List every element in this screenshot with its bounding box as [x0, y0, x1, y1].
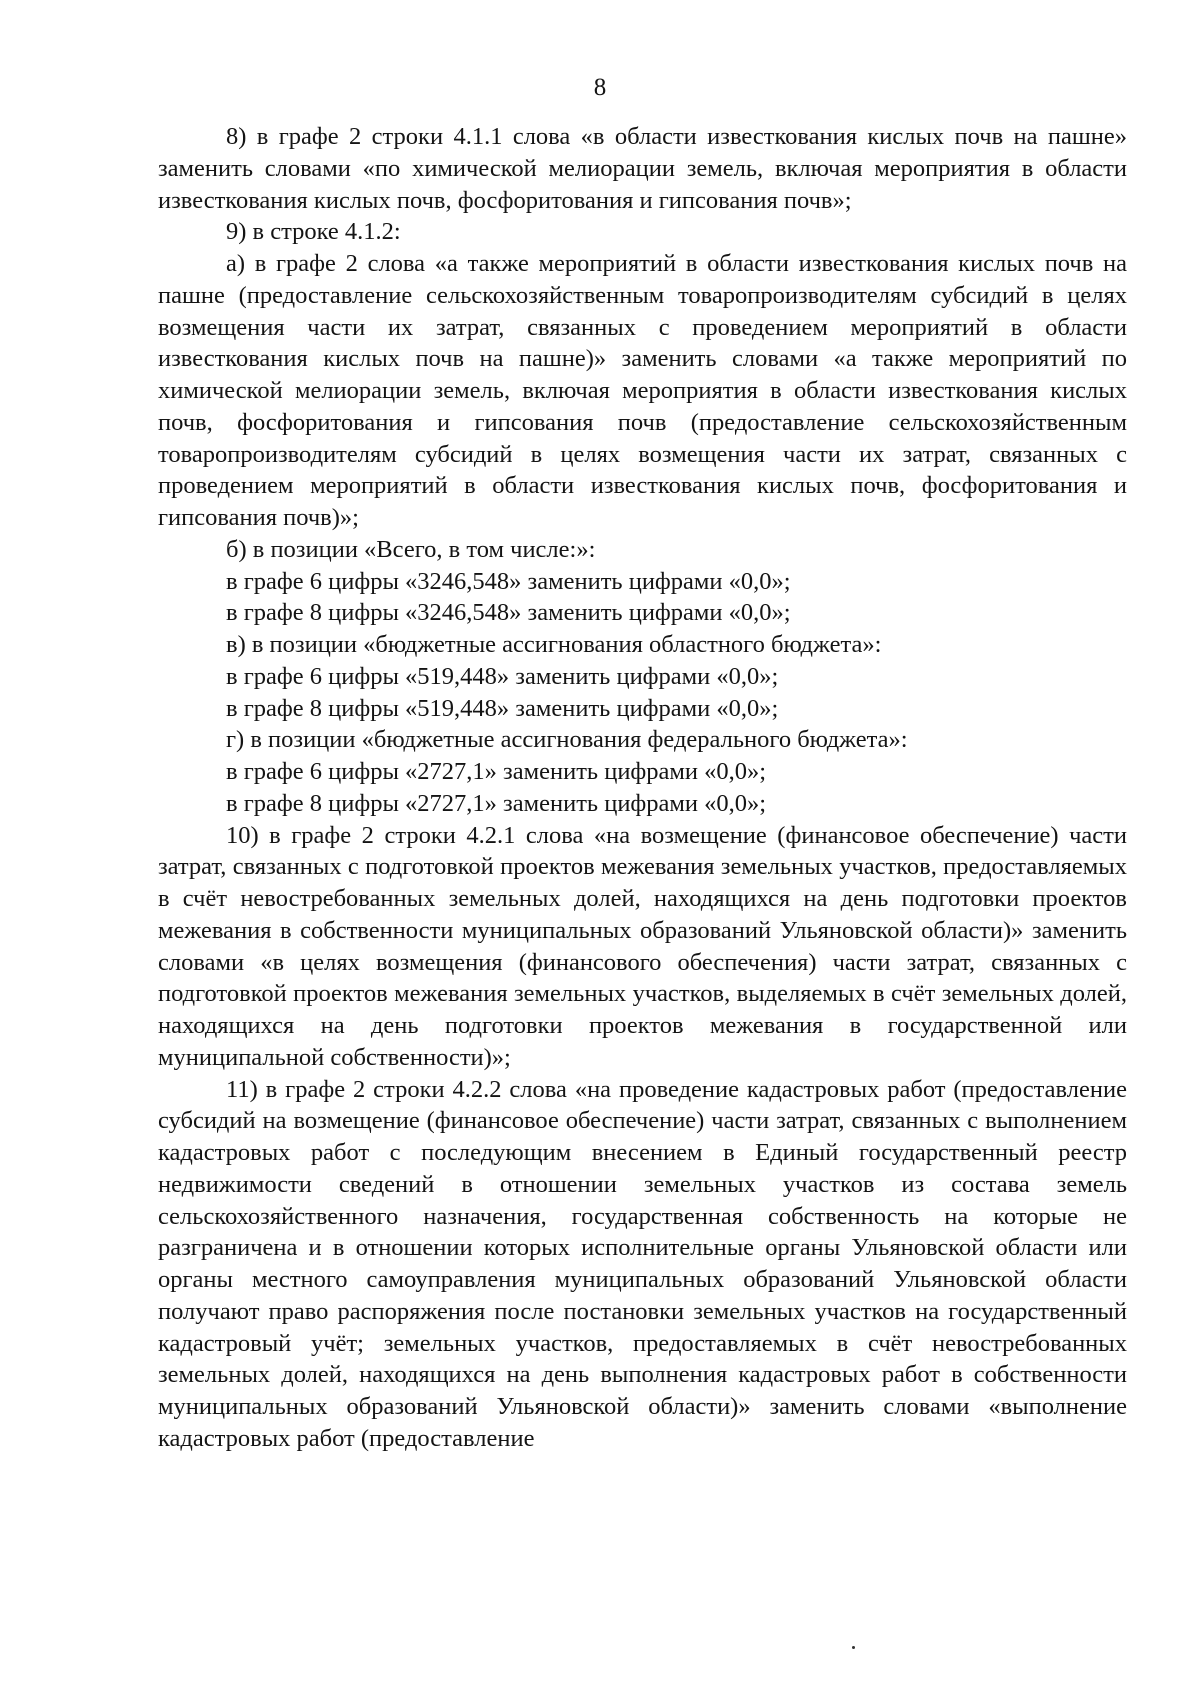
item-9b-line-1: в графе 6 цифры «3246,548» заменить цифрами «0,0»; — [226, 567, 791, 595]
item-11-paragraph: 11) в графе 2 строки 4.2.2 слова «на проведение кадастровых работ (предоставление субсидий на возмещение (финансовое обеспечение) части затрат, связанных с выполнением кадастровых работ с последующим внесением в Единый государственный реестр недвижимости сведений в отношении земельных участков из состава земель сельскохозяйственного назначения, государственная собственность на которые не разграничена и в отношении которых исполнительные органы Ульяновской области или органы местного самоуправления муниципальных образований Ульяновской области получают право распоряжения после постановки земельных участков на государственный кадастровый учёт; земельных участков, предоставляемых в счёт невостребованных земельных долей, находящихся на день выполнения кадастровых работ в собственности муниципальных образований Ульяновской области)» заменить словами «выполнение кадастровых работ (предоставление — [158, 1075, 1127, 1452]
document-body — [158, 121, 1127, 1455]
item-9b-heading: б) в позиции «Всего, в том числе:»: — [226, 535, 596, 563]
item-9-heading: 9) в строке 4.1.2: — [226, 218, 401, 246]
item-9a-paragraph: а) в графе 2 слова «а также мероприятий в области известкования кислых почв на пашне (предоставление сельскохозяйственным товаропроизводителям субсидий в целях возмещения части их затрат, связанных с проведением мероприятий в области известкования кислых почв на пашне)» заменить словами «а также мероприятий по химической мелиорации земель, включая мероприятия в области известкования кислых почв, фосфоритования и гипсования почв (предоставление сельскохозяйственным товаропроизводителям субсидий в целях возмещения части их затрат, связанных с проведением мероприятий в области известкования кислых почв, фосфоритования и гипсования почв)»; — [158, 250, 1127, 531]
scan-speck — [852, 1646, 855, 1649]
item-9v-line-2: в графе 8 цифры «519,448» заменить цифрами «0,0»; — [226, 694, 779, 722]
page-number: 8 — [593, 74, 607, 101]
item-9g-heading: г) в позиции «бюджетные ассигнования федерального бюджета»: — [226, 726, 908, 754]
item-9g-line-1: в графе 6 цифры «2727,1» заменить цифрами «0,0»; — [226, 758, 767, 785]
item-9b-line-2: в графе 8 цифры «3246,548» заменить цифрами «0,0»; — [226, 599, 791, 627]
item-9v-heading: в) в позиции «бюджетные ассигнования областного бюджета»: — [226, 631, 882, 658]
item-10-paragraph: 10) в графе 2 строки 4.2.1 слова «на возмещение (финансовое обеспечение) части затрат, связанных с подготовкой проектов межевания земельных участков, предоставляемых в счёт невостребованных земельных долей, находящихся на день подготовки проектов межевания в собственности муниципальных образований Ульяновской области)» заменить словами «в целях возмещения (финансового обеспечения) части затрат, связанных с подготовкой проектов межевания земельных участков, выделяемых в счёт земельных долей, находящихся на день подготовки проектов межевания в государственной или муниципальной собственности)»; — [158, 821, 1127, 1071]
item-9v-line-1: в графе 6 цифры «519,448» заменить цифрами «0,0»; — [226, 662, 779, 690]
item-8-paragraph: 8) в графе 2 строки 4.1.1 слова «в области известкования кислых почв на пашне» заменить словами «по химической мелиорации земель, включая мероприятия в области известкования кислых почв, фосфоритования и гипсования почв»; — [158, 123, 1127, 214]
item-9g-line-2: в графе 8 цифры «2727,1» заменить цифрами «0,0»; — [226, 789, 767, 817]
